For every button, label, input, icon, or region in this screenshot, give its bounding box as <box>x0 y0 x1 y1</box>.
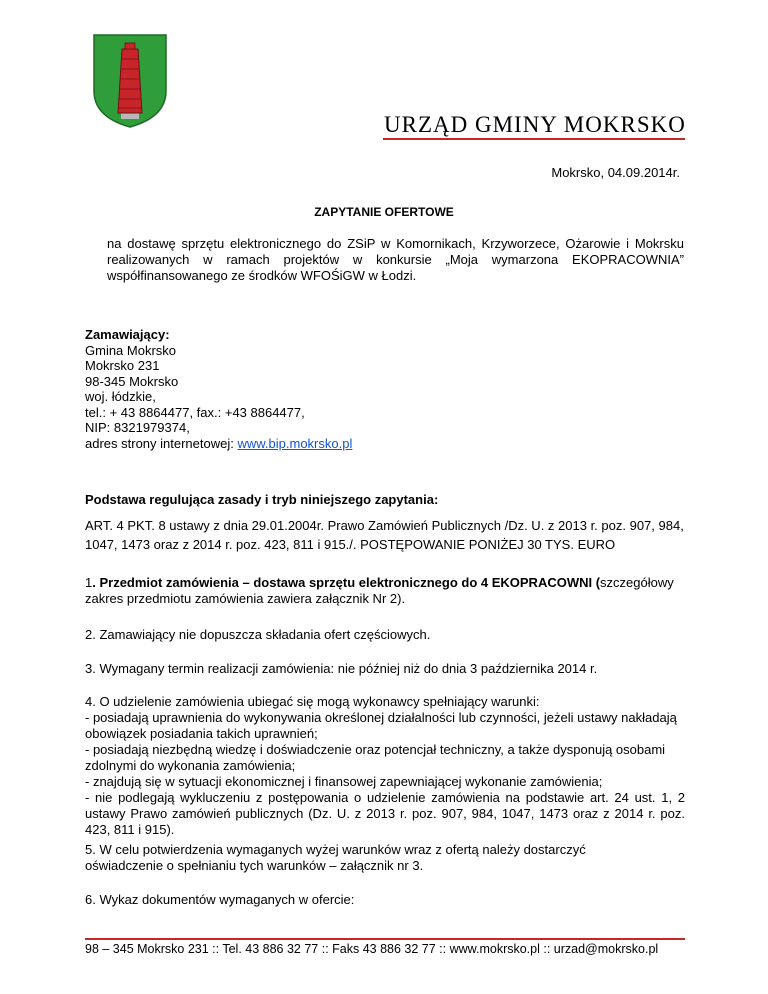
intro-line: realizowanych w ramach projektów w konkursie „Moja wymarzona EKOPRACOWNIA” <box>107 252 684 267</box>
section-1-detail: szczegółowy zakres przedmiotu zamówienia zawiera załącznik Nr 2). <box>85 575 674 606</box>
condition-item: - posiadają uprawnienia do wykonywania określonej działalności lub czynności, jeżeli ustawy nakładają obowiązek posiadania takich uprawnień; <box>85 710 677 741</box>
intro-paragraph <box>107 236 684 284</box>
letter-date: Mokrsko, 04.09.2014r. <box>551 165 680 180</box>
section-5 <box>85 842 685 873</box>
contracting-line: tel.: + 43 8864477, fax.: +43 8864477, <box>85 404 305 420</box>
website-line <box>85 436 685 452</box>
header-rule <box>383 138 685 140</box>
section-4-intro: 4. O udzielenie zamówienia ubiegać się mogą wykonawcy spełniający warunki: <box>85 694 540 709</box>
contracting-line: woj. łódzkie, <box>85 389 156 404</box>
contracting-line: Mokrsko 231 <box>85 358 160 373</box>
footer-rule <box>85 938 685 940</box>
intro-line: współfinansowanego ze środków WFOŚiGW w Łodzi. <box>107 268 417 283</box>
website-link[interactable]: www.bip.mokrsko.pl <box>237 435 353 451</box>
contracting-label: Zamawiający: <box>85 327 170 342</box>
condition-item: - nie podlegają wykluczeniu z postępowania o udzielenie zamówienia na podstawie art. 24 ust. 1, 2 ustawy Prawo zamówień publicznych (Dz. U. z 2013 r. poz. 907, 984, 1047, 1473 oraz z 2014 r. poz. 423, 811 i 915). <box>85 790 685 837</box>
section-1 <box>85 575 685 606</box>
footer-contact: 98 – 345 Mokrsko 231 :: Tel. 43 886 32 77 :: Faks 43 886 32 77 :: www.mokrsko.pl :: urzad@mokrsko.pl <box>85 942 659 956</box>
coat-of-arms-icon <box>92 33 168 129</box>
section-3: 3. Wymagany termin realizacji zamówienia: nie później niż do dnia 3 października 2014 r. <box>85 661 598 676</box>
section-4 <box>85 694 685 838</box>
document-heading: ZAPYTANIE OFERTOWE <box>314 205 454 219</box>
contracting-line: NIP: 8321979374, <box>85 420 190 435</box>
website-prefix: adres strony internetowej: <box>85 435 238 451</box>
section-2: 2. Zamawiający nie dopuszcza składania ofert częściowych. <box>85 627 431 642</box>
basis-text: ART. 4 PKT. 8 ustawy z dnia 29.01.2004r. Prawo Zamówień Publicznych /Dz. U. z 2013 r. poz. 907, 984, 1047, 1473 oraz z 2014 r. poz. 423, 811 i 915./. POSTĘPOWANIE PONIŻEJ 30 TYS. EURO <box>85 518 684 552</box>
contracting-line: 98-345 Mokrsko <box>85 373 179 389</box>
contracting-party <box>85 327 685 451</box>
office-title: URZĄD GMINY MOKRSKO <box>384 112 686 137</box>
intro-line: na dostawę sprzętu elektronicznego do ZSiP w Komornikach, Krzyworzece, Ożarowie i Mokrsku <box>107 236 684 251</box>
section-5-line: oświadczenie o spełnianiu tych warunków – załącznik nr 3. <box>85 857 424 873</box>
condition-item: - znajdują się w sytuacji ekonomicznej i finansowej zapewniającej wykonanie zamówienia; <box>85 774 603 789</box>
basis-label: Podstawa regulująca zasady i tryb niniejszego zapytania: <box>85 492 439 507</box>
section-6: 6. Wykaz dokumentów wymaganych w ofercie: <box>85 892 355 907</box>
contracting-line: Gmina Mokrsko <box>85 342 177 358</box>
section-5-line: 5. W celu potwierdzenia wymaganych wyżej warunków wraz z ofertą należy dostarczyć <box>85 842 586 857</box>
condition-item: - posiadają niezbędną wiedzę i doświadczenie oraz potencjał techniczny, a także dysponują osobami zdolnymi do wykonania zamówienia; <box>85 742 666 773</box>
section-1-title: . Przedmiot zamówienia – dostawa sprzętu elektronicznego do 4 EKOPRACOWNI ( <box>92 575 601 590</box>
section-1-number: 1 <box>85 575 93 590</box>
